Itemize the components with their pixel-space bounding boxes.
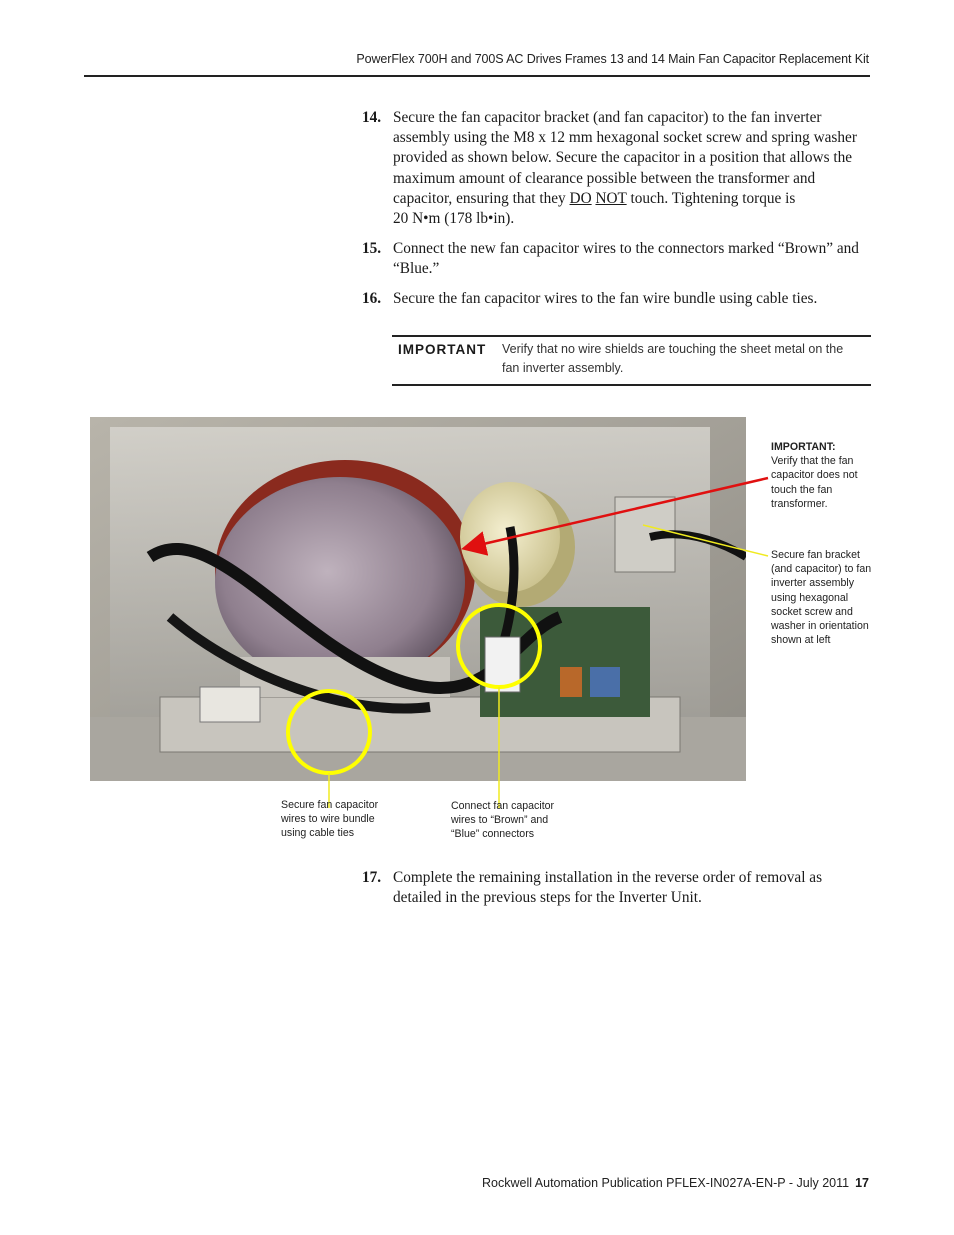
- important-label: IMPORTANT: [398, 342, 487, 357]
- step-number: 16.: [362, 290, 382, 307]
- step-16: [362, 289, 872, 309]
- footer-publication: Rockwell Automation Publication PFLEX-IN027A-EN-P - July 2011: [482, 1176, 850, 1190]
- copper-coil: [560, 667, 582, 697]
- callout-important-title: IMPORTANT:: [771, 441, 836, 453]
- white-connector: [200, 687, 260, 722]
- brown-blue-connectors: [485, 637, 520, 692]
- callout-bundle: Secure fan capacitor wires to wire bundle using cable ties: [281, 799, 379, 840]
- callout-connect: Connect fan capacitor wires to “Brown” and “Blue” connectors: [451, 800, 555, 841]
- fan-inverter-photo: [90, 417, 746, 781]
- step-text: Secure the fan capacitor wires to the fan wire bundle using cable ties.: [393, 290, 818, 307]
- page-number: 17: [855, 1176, 869, 1190]
- step-17: [362, 868, 872, 908]
- important-note-box: [392, 335, 871, 386]
- callout-important: [771, 440, 881, 511]
- step-text: Connect the new fan capacitor wires to the connectors marked “Brown” and “Blue.”: [393, 240, 859, 278]
- step-number: 15.: [362, 240, 382, 257]
- step-text: Complete the remaining installation in the reverse order of removal as detailed in the previous steps for the Inverter Unit.: [393, 869, 823, 907]
- step-number: 17.: [362, 869, 382, 886]
- step-15: [362, 239, 872, 279]
- step-text: Secure the fan capacitor bracket (and fan capacitor) to the fan inverter assembly using the M8 x 12 mm hexagonal socket screw and spring washer provided as shown below. Secure the capacitor in a position that allows the maximum amount of clearance possible between the transformer and capacitor, ensuring that they DO NOT touch. Tightening torque is 20 N•m (178 lb•in).: [393, 109, 857, 228]
- step-number: 14.: [362, 109, 382, 126]
- blue-component: [590, 667, 620, 697]
- callout-important-text: Verify that the fan capacitor does not touch the fan transformer.: [771, 455, 858, 510]
- running-header: PowerFlex 700H and 700S AC Drives Frames 13 and 14 Main Fan Capacitor Replacement Kit: [356, 52, 869, 66]
- do-emphasis: DO: [569, 189, 592, 207]
- header-rule: [84, 75, 870, 77]
- important-text: Verify that no wire shields are touching the sheet metal on the fan inverter assembly.: [502, 342, 844, 375]
- not-emphasis: NOT: [595, 189, 627, 207]
- callout-bracket: Secure fan bracket (and capacitor) to fan inverter assembly using hexagonal socket screw and washer in orientation shown at left: [771, 549, 872, 647]
- step-14: [362, 108, 872, 229]
